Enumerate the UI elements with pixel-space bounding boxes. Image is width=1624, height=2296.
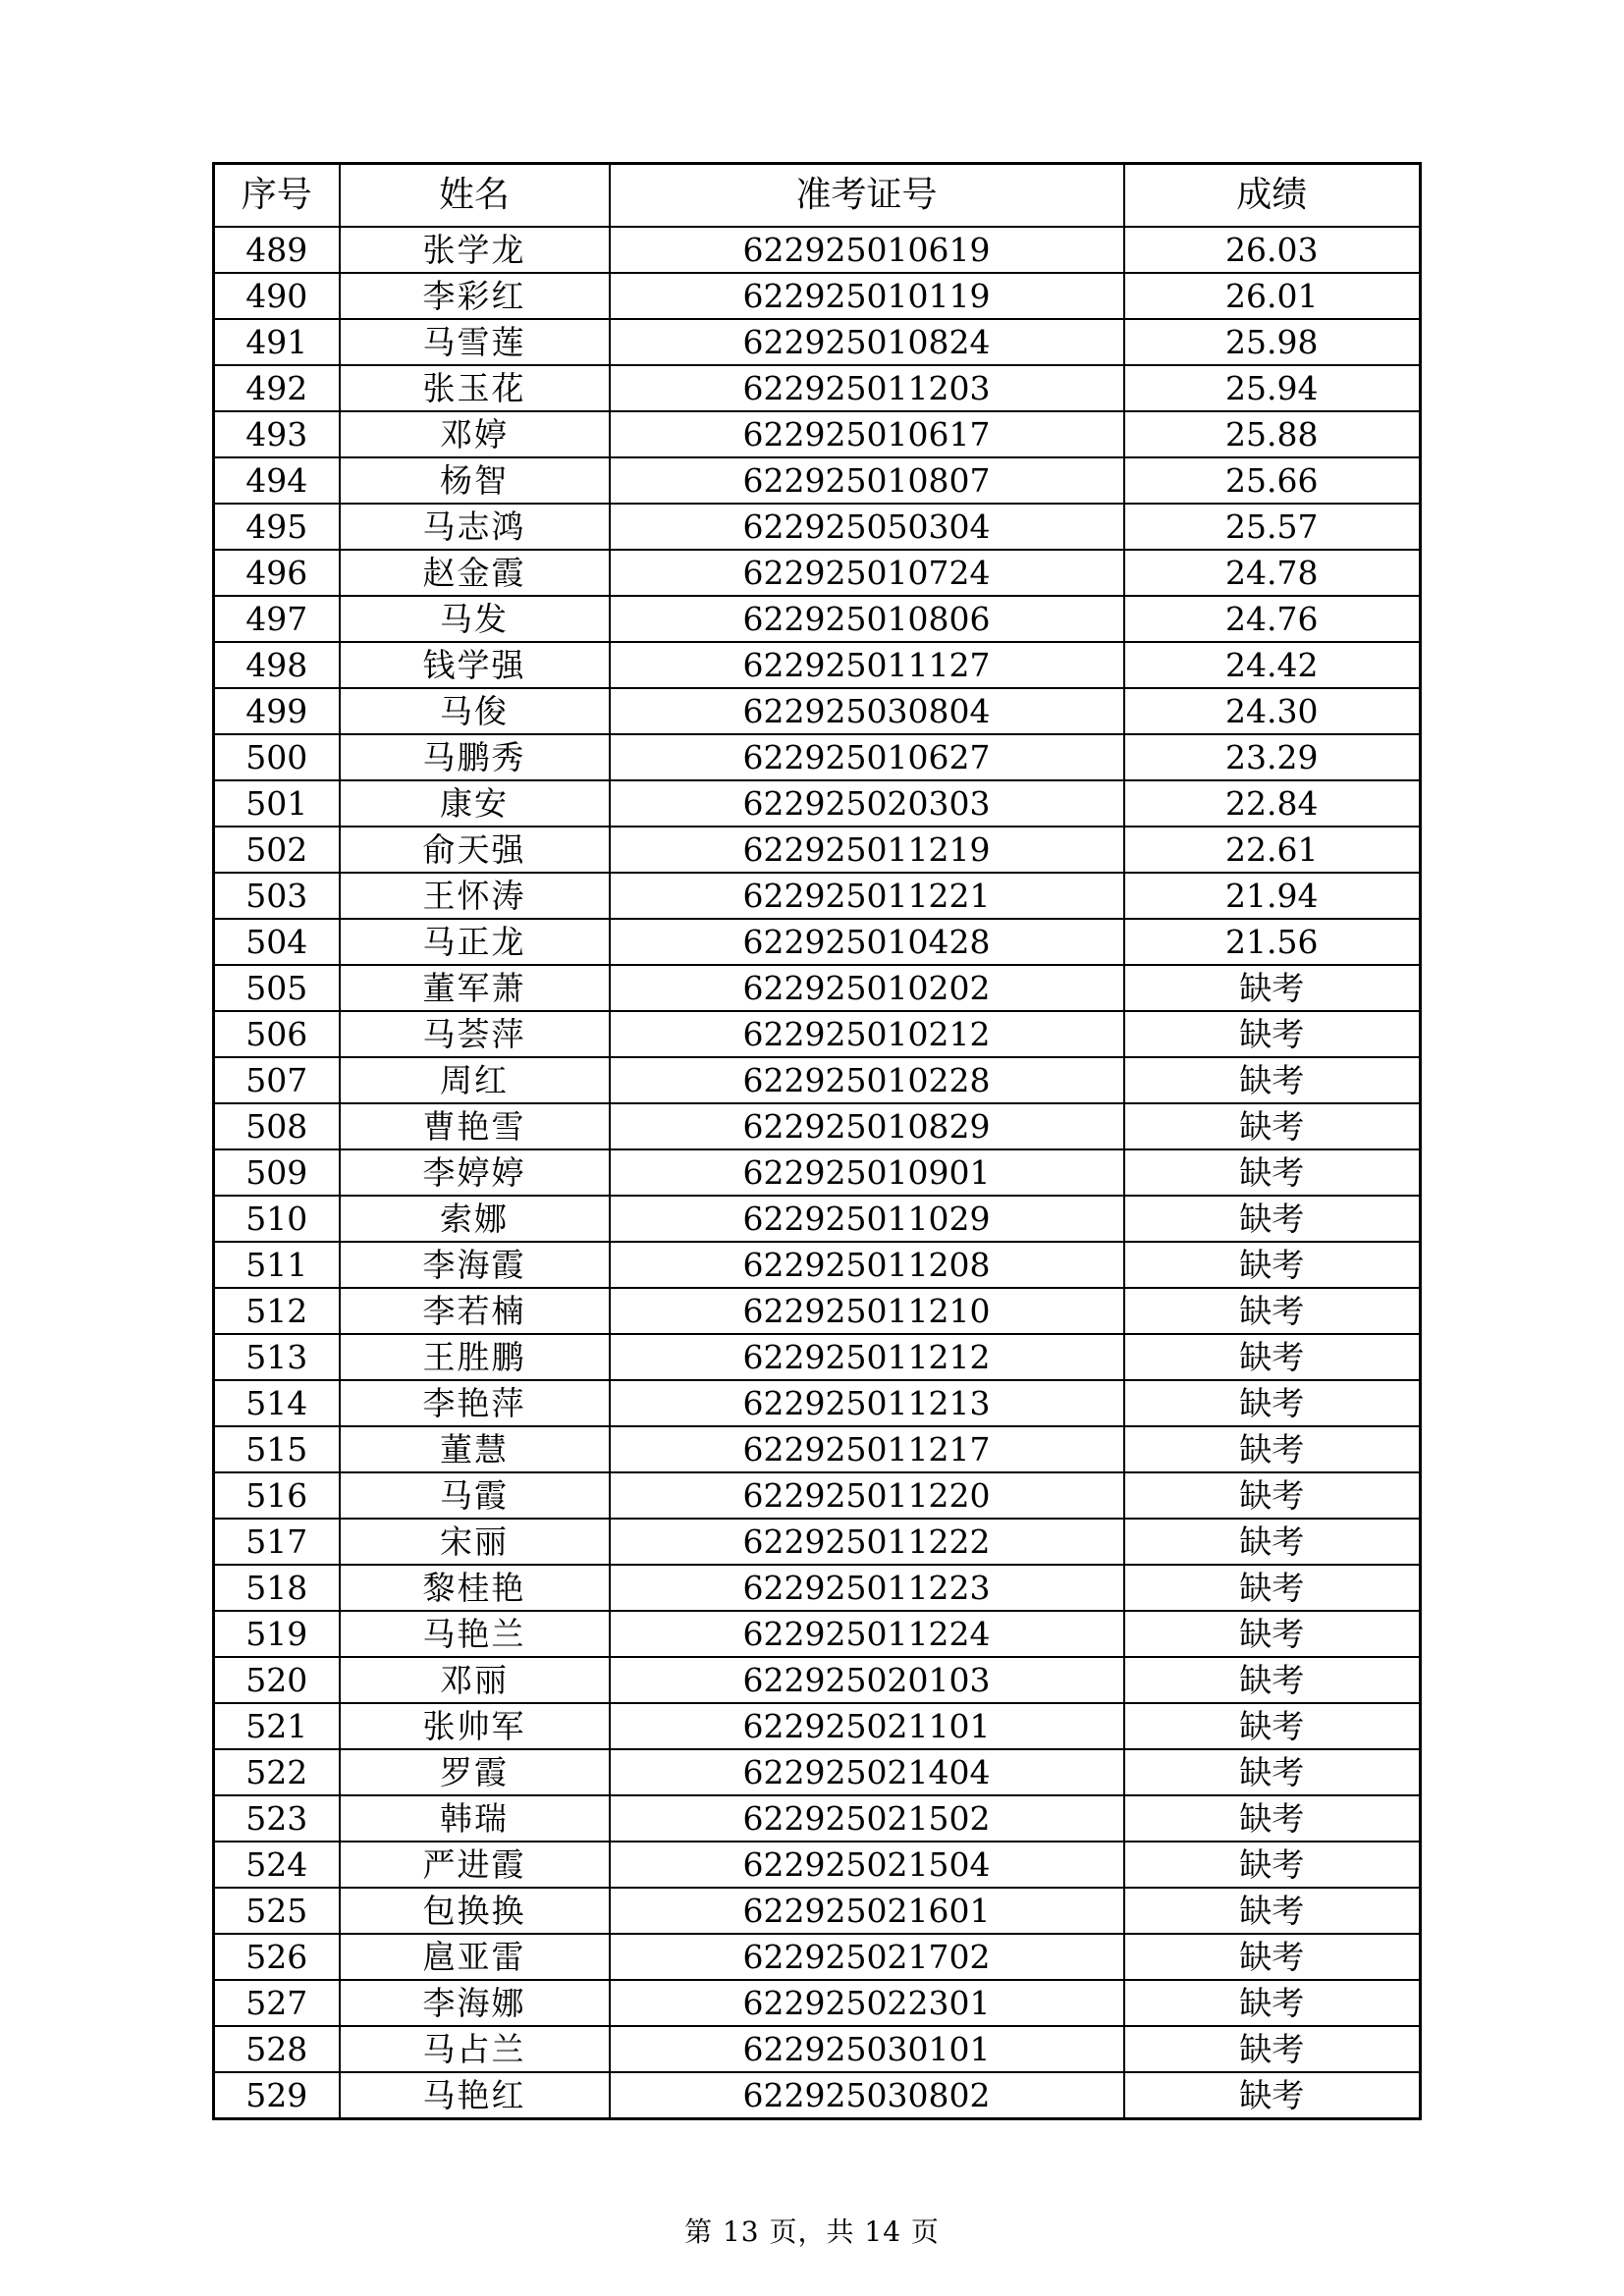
page-number-footer: 第 13 页，共 14 页 bbox=[684, 2216, 940, 2248]
serial-number-cell: 502 bbox=[214, 827, 340, 873]
exam-ticket-number-cell: 622925011210 bbox=[610, 1288, 1124, 1334]
table-row bbox=[214, 1288, 1421, 1334]
score-cell: 23.29 bbox=[1124, 734, 1421, 780]
table-row bbox=[214, 1011, 1421, 1057]
table-row bbox=[214, 780, 1421, 827]
exam-ticket-number-cell: 622925011127 bbox=[610, 642, 1124, 688]
header-score: 成绩 bbox=[1124, 164, 1421, 228]
score-cell: 22.84 bbox=[1124, 780, 1421, 827]
name-cell: 马正龙 bbox=[340, 919, 610, 965]
exam-ticket-number-cell: 622925011220 bbox=[610, 1472, 1124, 1519]
serial-number-cell: 501 bbox=[214, 780, 340, 827]
exam-ticket-number-cell: 622925050304 bbox=[610, 504, 1124, 550]
score-cell: 缺考 bbox=[1124, 1980, 1421, 2026]
exam-ticket-number-cell: 622925020303 bbox=[610, 780, 1124, 827]
exam-ticket-number-cell: 622925011203 bbox=[610, 365, 1124, 411]
table-row bbox=[214, 1472, 1421, 1519]
score-cell: 21.56 bbox=[1124, 919, 1421, 965]
name-cell: 扈亚雷 bbox=[340, 1934, 610, 1980]
serial-number-cell: 506 bbox=[214, 1011, 340, 1057]
serial-number-cell: 520 bbox=[214, 1657, 340, 1703]
name-cell: 韩瑞 bbox=[340, 1795, 610, 1842]
exam-ticket-number-cell: 622925010619 bbox=[610, 227, 1124, 273]
exam-ticket-number-cell: 622925010829 bbox=[610, 1103, 1124, 1149]
name-cell: 马艳兰 bbox=[340, 1611, 610, 1657]
table-row bbox=[214, 1980, 1421, 2026]
score-cell: 缺考 bbox=[1124, 1472, 1421, 1519]
table-row bbox=[214, 642, 1421, 688]
name-cell: 马占兰 bbox=[340, 2026, 610, 2072]
table-row bbox=[214, 596, 1421, 642]
serial-number-cell: 527 bbox=[214, 1980, 340, 2026]
table-row bbox=[214, 1242, 1421, 1288]
table-row bbox=[214, 1334, 1421, 1380]
serial-number-cell: 495 bbox=[214, 504, 340, 550]
exam-ticket-number-cell: 622925010228 bbox=[610, 1057, 1124, 1103]
name-cell: 王怀涛 bbox=[340, 873, 610, 919]
table-row bbox=[214, 1565, 1421, 1611]
table-row bbox=[214, 2026, 1421, 2072]
score-cell: 24.78 bbox=[1124, 550, 1421, 596]
exam-ticket-number-cell: 622925011213 bbox=[610, 1380, 1124, 1426]
score-cell: 缺考 bbox=[1124, 1334, 1421, 1380]
serial-number-cell: 491 bbox=[214, 319, 340, 365]
score-cell: 缺考 bbox=[1124, 1657, 1421, 1703]
exam-ticket-number-cell: 622925011223 bbox=[610, 1565, 1124, 1611]
name-cell: 邓丽 bbox=[340, 1657, 610, 1703]
exam-ticket-number-cell: 622925010119 bbox=[610, 273, 1124, 319]
name-cell: 马霞 bbox=[340, 1472, 610, 1519]
score-cell: 缺考 bbox=[1124, 1288, 1421, 1334]
score-cell: 缺考 bbox=[1124, 1703, 1421, 1749]
serial-number-cell: 523 bbox=[214, 1795, 340, 1842]
exam-ticket-number-cell: 622925030101 bbox=[610, 2026, 1124, 2072]
table-row bbox=[214, 2072, 1421, 2119]
table-row bbox=[214, 734, 1421, 780]
exam-ticket-number-cell: 622925021101 bbox=[610, 1703, 1124, 1749]
name-cell: 马荟萍 bbox=[340, 1011, 610, 1057]
exam-ticket-number-cell: 622925030802 bbox=[610, 2072, 1124, 2119]
exam-ticket-number-cell: 622925011219 bbox=[610, 827, 1124, 873]
exam-ticket-number-cell: 622925011029 bbox=[610, 1196, 1124, 1242]
score-cell: 缺考 bbox=[1124, 1426, 1421, 1472]
name-cell: 张帅军 bbox=[340, 1703, 610, 1749]
name-cell: 俞天强 bbox=[340, 827, 610, 873]
exam-ticket-number-cell: 622925010202 bbox=[610, 965, 1124, 1011]
exam-ticket-number-cell: 622925021504 bbox=[610, 1842, 1124, 1888]
serial-number-cell: 508 bbox=[214, 1103, 340, 1149]
score-cell: 缺考 bbox=[1124, 1103, 1421, 1149]
serial-number-cell: 526 bbox=[214, 1934, 340, 1980]
table-row bbox=[214, 965, 1421, 1011]
serial-number-cell: 492 bbox=[214, 365, 340, 411]
table-row bbox=[214, 919, 1421, 965]
exam-ticket-number-cell: 622925010428 bbox=[610, 919, 1124, 965]
score-cell: 缺考 bbox=[1124, 1196, 1421, 1242]
score-cell: 缺考 bbox=[1124, 1380, 1421, 1426]
table-row bbox=[214, 827, 1421, 873]
serial-number-cell: 524 bbox=[214, 1842, 340, 1888]
exam-ticket-number-cell: 622925010724 bbox=[610, 550, 1124, 596]
table-row bbox=[214, 1149, 1421, 1196]
name-cell: 马俊 bbox=[340, 688, 610, 734]
serial-number-cell: 499 bbox=[214, 688, 340, 734]
score-cell: 缺考 bbox=[1124, 1749, 1421, 1795]
name-cell: 马艳红 bbox=[340, 2072, 610, 2119]
exam-ticket-number-cell: 622925010824 bbox=[610, 319, 1124, 365]
exam-ticket-number-cell: 622925011224 bbox=[610, 1611, 1124, 1657]
exam-ticket-number-cell: 622925010807 bbox=[610, 457, 1124, 504]
score-cell: 26.01 bbox=[1124, 273, 1421, 319]
serial-number-cell: 522 bbox=[214, 1749, 340, 1795]
name-cell: 张学龙 bbox=[340, 227, 610, 273]
serial-number-cell: 504 bbox=[214, 919, 340, 965]
name-cell: 马雪莲 bbox=[340, 319, 610, 365]
serial-number-cell: 528 bbox=[214, 2026, 340, 2072]
table-row bbox=[214, 1103, 1421, 1149]
exam-ticket-number-cell: 622925021502 bbox=[610, 1795, 1124, 1842]
table-header bbox=[214, 164, 1421, 228]
score-cell: 缺考 bbox=[1124, 1795, 1421, 1842]
score-cell: 缺考 bbox=[1124, 1611, 1421, 1657]
serial-number-cell: 525 bbox=[214, 1888, 340, 1934]
name-cell: 李海霞 bbox=[340, 1242, 610, 1288]
exam-ticket-number-cell: 622925021702 bbox=[610, 1934, 1124, 1980]
score-cell: 22.61 bbox=[1124, 827, 1421, 873]
serial-number-cell: 511 bbox=[214, 1242, 340, 1288]
name-cell: 李婷婷 bbox=[340, 1149, 610, 1196]
name-cell: 宋丽 bbox=[340, 1519, 610, 1565]
name-cell: 李彩红 bbox=[340, 273, 610, 319]
table-row bbox=[214, 1888, 1421, 1934]
table-row bbox=[214, 1934, 1421, 1980]
header-row bbox=[214, 164, 1421, 228]
score-table bbox=[212, 162, 1422, 2120]
serial-number-cell: 489 bbox=[214, 227, 340, 273]
score-cell: 缺考 bbox=[1124, 1842, 1421, 1888]
name-cell: 李海娜 bbox=[340, 1980, 610, 2026]
score-cell: 25.98 bbox=[1124, 319, 1421, 365]
exam-ticket-number-cell: 622925020103 bbox=[610, 1657, 1124, 1703]
name-cell: 严进霞 bbox=[340, 1842, 610, 1888]
table-row bbox=[214, 550, 1421, 596]
score-cell: 缺考 bbox=[1124, 965, 1421, 1011]
score-cell: 24.30 bbox=[1124, 688, 1421, 734]
exam-ticket-number-cell: 622925010212 bbox=[610, 1011, 1124, 1057]
name-cell: 马志鸿 bbox=[340, 504, 610, 550]
exam-ticket-number-cell: 622925011221 bbox=[610, 873, 1124, 919]
table-body bbox=[214, 227, 1421, 2119]
exam-ticket-number-cell: 622925022301 bbox=[610, 1980, 1124, 2026]
name-cell: 杨智 bbox=[340, 457, 610, 504]
serial-number-cell: 505 bbox=[214, 965, 340, 1011]
serial-number-cell: 498 bbox=[214, 642, 340, 688]
table-row bbox=[214, 1426, 1421, 1472]
serial-number-cell: 509 bbox=[214, 1149, 340, 1196]
score-cell: 25.66 bbox=[1124, 457, 1421, 504]
name-cell: 董军萧 bbox=[340, 965, 610, 1011]
name-cell: 罗霞 bbox=[340, 1749, 610, 1795]
table-row bbox=[214, 504, 1421, 550]
serial-number-cell: 496 bbox=[214, 550, 340, 596]
table-row bbox=[214, 319, 1421, 365]
header-exam-ticket-number: 准考证号 bbox=[610, 164, 1124, 228]
score-cell: 25.88 bbox=[1124, 411, 1421, 457]
score-cell: 24.42 bbox=[1124, 642, 1421, 688]
exam-ticket-number-cell: 622925021404 bbox=[610, 1749, 1124, 1795]
name-cell: 马发 bbox=[340, 596, 610, 642]
table-row bbox=[214, 1611, 1421, 1657]
serial-number-cell: 513 bbox=[214, 1334, 340, 1380]
name-cell: 马鹏秀 bbox=[340, 734, 610, 780]
serial-number-cell: 493 bbox=[214, 411, 340, 457]
score-cell: 缺考 bbox=[1124, 1934, 1421, 1980]
exam-ticket-number-cell: 622925011212 bbox=[610, 1334, 1124, 1380]
table-row bbox=[214, 1519, 1421, 1565]
score-cell: 25.57 bbox=[1124, 504, 1421, 550]
serial-number-cell: 515 bbox=[214, 1426, 340, 1472]
name-cell: 李若楠 bbox=[340, 1288, 610, 1334]
serial-number-cell: 519 bbox=[214, 1611, 340, 1657]
serial-number-cell: 490 bbox=[214, 273, 340, 319]
serial-number-cell: 517 bbox=[214, 1519, 340, 1565]
serial-number-cell: 510 bbox=[214, 1196, 340, 1242]
name-cell: 钱学强 bbox=[340, 642, 610, 688]
serial-number-cell: 494 bbox=[214, 457, 340, 504]
table-row bbox=[214, 1842, 1421, 1888]
score-cell: 缺考 bbox=[1124, 2072, 1421, 2119]
serial-number-cell: 507 bbox=[214, 1057, 340, 1103]
score-cell: 21.94 bbox=[1124, 873, 1421, 919]
serial-number-cell: 529 bbox=[214, 2072, 340, 2119]
table-row bbox=[214, 1380, 1421, 1426]
score-cell: 缺考 bbox=[1124, 1011, 1421, 1057]
exam-ticket-number-cell: 622925010901 bbox=[610, 1149, 1124, 1196]
score-cell: 25.94 bbox=[1124, 365, 1421, 411]
exam-ticket-number-cell: 622925011217 bbox=[610, 1426, 1124, 1472]
table-row bbox=[214, 1749, 1421, 1795]
score-cell: 缺考 bbox=[1124, 1057, 1421, 1103]
serial-number-cell: 514 bbox=[214, 1380, 340, 1426]
table-row bbox=[214, 411, 1421, 457]
score-cell: 缺考 bbox=[1124, 1888, 1421, 1934]
exam-ticket-number-cell: 622925010806 bbox=[610, 596, 1124, 642]
table-row bbox=[214, 1703, 1421, 1749]
exam-ticket-number-cell: 622925010617 bbox=[610, 411, 1124, 457]
score-cell: 缺考 bbox=[1124, 2026, 1421, 2072]
name-cell: 董慧 bbox=[340, 1426, 610, 1472]
name-cell: 王胜鹏 bbox=[340, 1334, 610, 1380]
exam-ticket-number-cell: 622925010627 bbox=[610, 734, 1124, 780]
serial-number-cell: 503 bbox=[214, 873, 340, 919]
name-cell: 邓婷 bbox=[340, 411, 610, 457]
score-cell: 24.76 bbox=[1124, 596, 1421, 642]
serial-number-cell: 516 bbox=[214, 1472, 340, 1519]
exam-ticket-number-cell: 622925030804 bbox=[610, 688, 1124, 734]
name-cell: 包换换 bbox=[340, 1888, 610, 1934]
name-cell: 黎桂艳 bbox=[340, 1565, 610, 1611]
serial-number-cell: 500 bbox=[214, 734, 340, 780]
table-row bbox=[214, 1196, 1421, 1242]
table-row bbox=[214, 1057, 1421, 1103]
score-cell: 缺考 bbox=[1124, 1519, 1421, 1565]
score-cell: 缺考 bbox=[1124, 1242, 1421, 1288]
name-cell: 李艳萍 bbox=[340, 1380, 610, 1426]
name-cell: 周红 bbox=[340, 1057, 610, 1103]
exam-ticket-number-cell: 622925021601 bbox=[610, 1888, 1124, 1934]
table-row bbox=[214, 1657, 1421, 1703]
serial-number-cell: 497 bbox=[214, 596, 340, 642]
header-serial-number: 序号 bbox=[214, 164, 340, 228]
serial-number-cell: 521 bbox=[214, 1703, 340, 1749]
table-row bbox=[214, 457, 1421, 504]
table-row bbox=[214, 227, 1421, 273]
table-row bbox=[214, 273, 1421, 319]
serial-number-cell: 518 bbox=[214, 1565, 340, 1611]
score-cell: 缺考 bbox=[1124, 1149, 1421, 1196]
exam-ticket-number-cell: 622925011222 bbox=[610, 1519, 1124, 1565]
table-row bbox=[214, 688, 1421, 734]
header-name: 姓名 bbox=[340, 164, 610, 228]
name-cell: 张玉花 bbox=[340, 365, 610, 411]
name-cell: 索娜 bbox=[340, 1196, 610, 1242]
exam-ticket-number-cell: 622925011208 bbox=[610, 1242, 1124, 1288]
table-row bbox=[214, 365, 1421, 411]
score-cell: 缺考 bbox=[1124, 1565, 1421, 1611]
name-cell: 康安 bbox=[340, 780, 610, 827]
name-cell: 曹艳雪 bbox=[340, 1103, 610, 1149]
serial-number-cell: 512 bbox=[214, 1288, 340, 1334]
table-row bbox=[214, 873, 1421, 919]
table-row bbox=[214, 1795, 1421, 1842]
name-cell: 赵金霞 bbox=[340, 550, 610, 596]
score-cell: 26.03 bbox=[1124, 227, 1421, 273]
